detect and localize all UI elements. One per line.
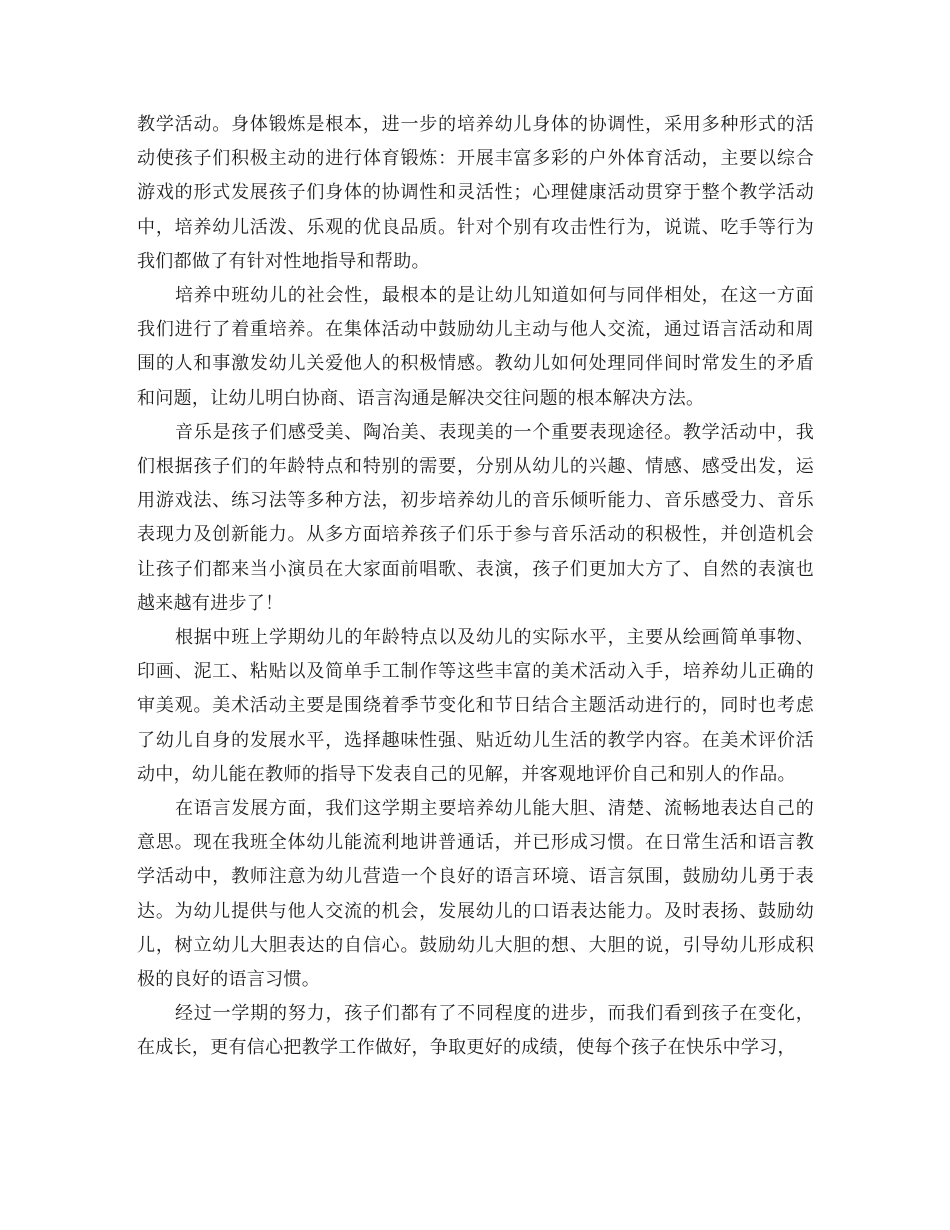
paragraph-language-development: 在语言发展方面，我们这学期主要培养幼儿能大胆、清楚、流畅地表达自己的意思。现在我班全体幼儿能流利地讲普通话，并已形成习惯。在日常生活和语言教学活动中，教师注意为幼儿营造一个良好的语言环境、语言氛围，鼓励幼儿勇于表达。为幼儿提供与他人交流的机会，发展幼儿的口语表达能力。及时表扬、鼓励幼儿，树立幼儿大胆表达的自信心。鼓励幼儿大胆的想、大胆的说，引导幼儿形成积极的良好的语言习惯。 [137, 798, 814, 991]
paragraph-physical-health: 教学活动。身体锻炼是根本，进一步的培养幼儿身体的协调性，采用多种形式的活动使孩子们积极主动的进行体育锻炼：开展丰富多彩的户外体育活动，主要以综合游戏的形式发展孩子们身体的协调性和灵活性；心理健康活动贯穿于整个教学活动中，培养幼儿活泼、乐观的优良品质。针对个别有攻击性行为，说谎、吃手等行为我们都做了有针对性地指导和帮助。 [137, 114, 814, 272]
document-body [137, 108, 814, 1066]
paragraph-music-education: 音乐是孩子们感受美、陶冶美、表现美的一个重要表现途径。教学活动中，我们根据孩子们的年龄特点和特别的需要，分别从幼儿的兴趣、情感、感受出发，运用游戏法、练习法等多种方法，初步培养幼儿的音乐倾听能力、音乐感受力、音乐表现力及创新能力。从多方面培养孩子们乐于参与音乐活动的积极性，并创造机会让孩子们都来当小演员在大家面前唱歌、表演，孩子们更加大方了、自然的表演也越来越有进步了！ [137, 421, 814, 614]
paragraph-art-education: 根据中班上学期幼儿的年龄特点以及幼儿的实际水平，主要从绘画简单事物、印画、泥工、粘贴以及简单手工制作等这些丰富的美术活动入手，培养幼儿正确的审美观。美术活动主要是围绕着季节变化和节日结合主题活动进行的，同时也考虑了幼儿自身的发展水平，选择趣味性强、贴近幼儿生活的教学内容。在美术评价活动中，幼儿能在教师的指导下发表自己的见解，并客观地评价自己和别人的作品。 [137, 627, 814, 785]
paragraph-summary: 经过一学期的努力，孩子们都有了不同程度的进步，而我们看到孩子在变化，在成长，更有信心把教学工作做好，争取更好的成绩，使每个孩子在快乐中学习， [137, 1003, 814, 1059]
paragraph-social-development: 培养中班幼儿的社会性，最根本的是让幼儿知道如何与同伴相处，在这一方面我们进行了着重培养。在集体活动中鼓励幼儿主动与他人交流，通过语言活动和周围的人和事激发幼儿关爱他人的积极情感。教幼儿如何处理同伴间时常发生的矛盾和问题，让幼儿明白协商、语言沟通是解决交往问题的根本解决方法。 [137, 285, 814, 409]
